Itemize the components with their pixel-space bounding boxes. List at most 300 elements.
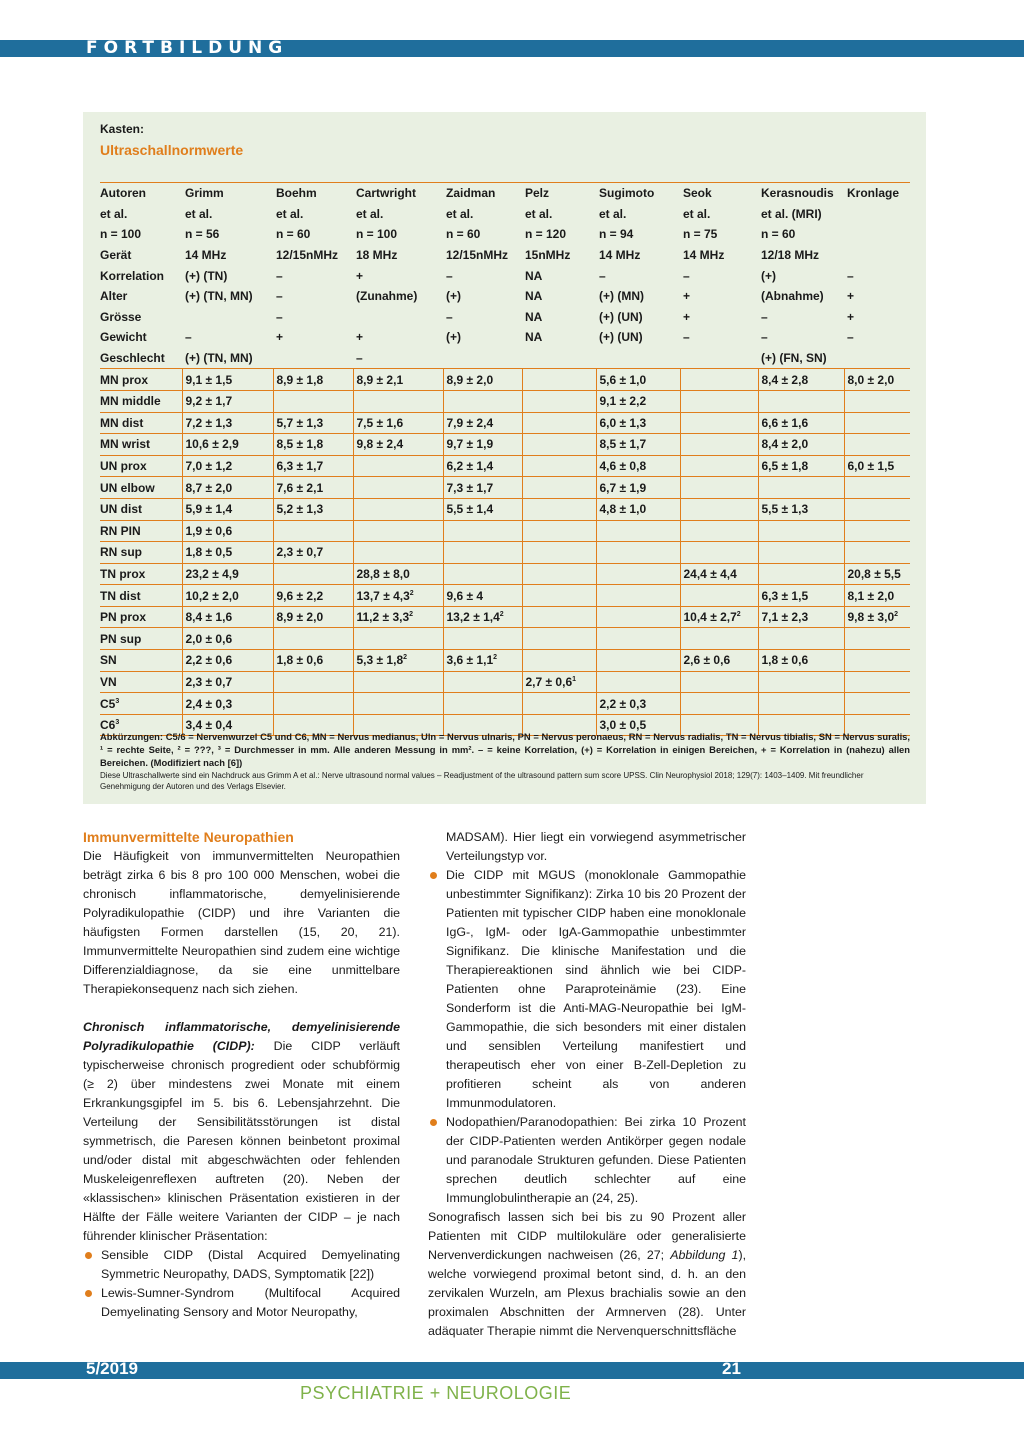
paragraph: MADSAM). Hier liegt ein vorwiegend asymmetrischer Verteilungstyp vor.	[446, 830, 746, 863]
table-row	[100, 348, 910, 369]
table-cell	[596, 628, 680, 650]
table-cell	[443, 563, 522, 585]
table-cell: 20,8 ± 5,5	[844, 563, 910, 585]
table-cell: –	[356, 351, 363, 366]
table-cell	[522, 650, 596, 672]
list-item-text: Sensible CIDP (Distal Acquired Demyelinating Symmetric Neuropathy, DADS, Symptomatik [22])	[101, 1248, 400, 1281]
table-cell: 8,5 ± 1,7	[596, 434, 680, 456]
paragraph-lead: Chronisch inflammatorische, demyelinisierende Polyradikulopathie (CIDP):	[83, 1020, 400, 1053]
page-number: 21	[722, 1359, 741, 1378]
table-cell: $11,2 \pm 3,3^2$	[353, 606, 443, 628]
table-cell: (+) (MN)	[599, 289, 644, 304]
row-label: VN	[100, 671, 182, 693]
table-cell: 6,7 ± 1,9	[596, 477, 680, 499]
table-row	[100, 606, 910, 628]
table-cell: –	[847, 268, 854, 283]
table-cell: +	[847, 309, 855, 324]
table-cell	[522, 434, 596, 456]
table-cell: 8,9 ± 1,8	[273, 369, 353, 391]
table-cell	[273, 693, 353, 715]
table-row	[100, 390, 910, 412]
row-label: UN elbow	[100, 477, 182, 499]
table-cell: (+)	[446, 289, 461, 304]
row-label: RN PIN	[100, 520, 182, 542]
table-cell: et al.	[185, 206, 213, 221]
table-cell: et al.	[683, 206, 711, 221]
figure-reference: Abbildung 1	[670, 1248, 739, 1262]
table-cell	[353, 498, 443, 520]
table-cell: n = 100	[356, 227, 398, 242]
table-cell	[596, 563, 680, 585]
table-cell: 2,3 ± 0,7	[273, 542, 353, 564]
table-cell: 24,4 ± 4,4	[680, 563, 758, 585]
table-row	[100, 183, 910, 204]
issue-number: 5/2019	[86, 1359, 138, 1378]
table-cell: +	[683, 289, 691, 304]
table-row	[100, 542, 910, 564]
table-cell: Cartwright	[353, 183, 443, 204]
table-cell: 8,4 ± 2,8	[758, 369, 844, 391]
table-cell: (+)	[761, 268, 776, 283]
table-cell: NA	[525, 330, 543, 345]
table-cell: 8,1 ± 2,0	[844, 585, 910, 607]
table-cell	[443, 348, 522, 369]
table-cell: 5,7 ± 1,3	[273, 412, 353, 434]
table-cell	[182, 307, 273, 328]
table-cell	[522, 369, 596, 391]
table-cell	[844, 693, 910, 715]
table-row	[100, 327, 910, 348]
table-cell	[522, 693, 596, 715]
row-label: MN middle	[100, 390, 182, 412]
header-bar	[0, 40, 1024, 57]
row-label: TN dist	[100, 585, 182, 607]
normal-values-table	[100, 182, 910, 736]
table-cell	[844, 412, 910, 434]
table-row	[100, 563, 910, 585]
table-cell: 8,9 ± 2,0	[273, 606, 353, 628]
table-cell	[844, 204, 910, 225]
row-label: MN dist	[100, 412, 182, 434]
table-cell: +	[356, 268, 364, 283]
table-cell: 8,9 ± 2,0	[443, 369, 522, 391]
table-row	[100, 628, 910, 650]
table-cell	[353, 693, 443, 715]
table-cell: –	[446, 309, 453, 324]
table-cell	[443, 671, 522, 693]
table-cell	[596, 585, 680, 607]
table-cell: 2,0 ± 0,6	[182, 628, 273, 650]
table-cell	[680, 390, 758, 412]
table-row	[100, 412, 910, 434]
table-cell: (Abnahme)	[761, 289, 824, 304]
table-cell: 6,5 ± 1,8	[758, 455, 844, 477]
table-cell	[844, 628, 910, 650]
table-cell	[680, 477, 758, 499]
list-item	[83, 1284, 400, 1322]
table-cell: +	[683, 309, 691, 324]
table-cell: (+) (UN)	[599, 309, 643, 324]
table-cell: –	[446, 268, 453, 283]
table-cell: –	[683, 268, 690, 283]
table-cell	[844, 477, 910, 499]
table-cell	[596, 671, 680, 693]
table-cell: 4,6 ± 0,8	[596, 455, 680, 477]
table-cell: (+) (TN)	[185, 268, 228, 283]
table-cell: 6,2 ± 1,4	[443, 455, 522, 477]
table-cell: +	[356, 330, 364, 345]
table-cell: 8,0 ± 2,0	[844, 369, 910, 391]
table-cell: et al.	[525, 206, 553, 221]
table-row	[100, 520, 910, 542]
table-row	[100, 650, 910, 672]
table-cell	[443, 628, 522, 650]
paragraph: Die Häufigkeit von immunvermittelten Neuropathien beträgt zirka 6 bis 8 pro 100 000 Menschen, wobei die chronisch inflammatorische, demyelinisierende Polyradikulopathie (CIDP) und ihre Varianten die häufigsten Formen darstellen (15, 20, 21). Immunvermittelte Neuropathien sind zudem eine wichtige Differenzialdiagnose, da sie eine unmittelbare Therapiekonsequenz nach sich ziehen.	[83, 849, 400, 996]
table-cell	[680, 628, 758, 650]
table-cell	[596, 606, 680, 628]
table-cell	[353, 628, 443, 650]
box-title: Ultraschallnormwerte	[100, 142, 244, 158]
table-cell	[273, 520, 353, 542]
table-cell: Kronlage	[844, 183, 910, 204]
table-cell	[353, 390, 443, 412]
table-row	[100, 455, 910, 477]
table-cell	[758, 477, 844, 499]
table-cell	[844, 671, 910, 693]
table-cell	[758, 671, 844, 693]
table-cell: 14 MHz	[683, 248, 725, 263]
table-cell: Seok	[680, 183, 758, 204]
row-label: UN dist	[100, 498, 182, 520]
table-row	[100, 265, 910, 286]
table-cell	[680, 434, 758, 456]
row-label: PN prox	[100, 606, 182, 628]
table-cell	[844, 224, 910, 245]
paragraph	[83, 1018, 400, 1246]
table-cell	[680, 585, 758, 607]
table-cell	[522, 563, 596, 585]
table-cell: $2,7 \pm 0,6^1$	[522, 671, 596, 693]
table-cell: –	[276, 289, 283, 304]
table-row	[100, 693, 910, 715]
table-cell: 18 MHz	[356, 248, 398, 263]
table-cell	[273, 390, 353, 412]
table-cell	[522, 390, 596, 412]
table-cell	[522, 542, 596, 564]
table-cell: 8,9 ± 2,1	[353, 369, 443, 391]
table-cell	[353, 520, 443, 542]
table-cell: 9,1 ± 1,5	[182, 369, 273, 391]
table-cell: 2,2 ± 0,3	[596, 693, 680, 715]
table-row	[100, 307, 910, 328]
list-item	[428, 866, 746, 1113]
list-item-text: Lewis-Sumner-Syndrom (Multifocal Acquired Demyelinating Sensory and Motor Neuropathy,	[101, 1286, 400, 1319]
row-label: $C6^3$	[100, 714, 182, 736]
table-cell: 5,5 ± 1,4	[443, 498, 522, 520]
table-cell: n = 56	[185, 227, 220, 242]
table-row	[100, 477, 910, 499]
table-cell	[353, 671, 443, 693]
table-cell: n = 94	[599, 227, 634, 242]
table-cell: n = 60	[446, 227, 481, 242]
table-cell: n = 75	[683, 227, 718, 242]
row-label: Gewicht	[100, 330, 147, 345]
table-cell: (Zunahme)	[356, 289, 418, 304]
paragraph-text: Sonografisch lassen sich bei bis zu 90 Prozent aller Patienten mit CIDP multilokuläre oder generalisierte Nervenverdickungen nachweisen (26, 27;	[428, 1210, 746, 1262]
table-cell	[680, 369, 758, 391]
section-heading: Immunvermittelte Neuropathien	[83, 829, 294, 845]
row-label: MN wrist	[100, 434, 182, 456]
table-cell	[596, 348, 680, 369]
table-cell	[680, 542, 758, 564]
row-label: et al.	[100, 206, 128, 221]
table-cell	[844, 434, 910, 456]
table-cell	[844, 650, 910, 672]
table-cell: NA	[525, 268, 543, 283]
table-cell: Sugimoto	[596, 183, 680, 204]
bullet-icon	[85, 1290, 92, 1297]
row-label: PN sup	[100, 628, 182, 650]
table-cell: 9,1 ± 2,2	[596, 390, 680, 412]
journal-name: PSYCHIATRIE + NEUROLOGIE	[300, 1383, 572, 1403]
table-row	[100, 585, 910, 607]
table-cell: 7,9 ± 2,4	[443, 412, 522, 434]
table-cell: 14 MHz	[599, 248, 641, 263]
table-cell: NA	[525, 289, 543, 304]
table-cell: 9,6 ± 4	[443, 585, 522, 607]
table-cell: 12/18 MHz	[761, 248, 820, 263]
table-cell: 7,5 ± 1,6	[353, 412, 443, 434]
table-cell: 9,2 ± 1,7	[182, 390, 273, 412]
table-cell: 1,8 ± 0,6	[758, 650, 844, 672]
table-cell	[844, 542, 910, 564]
table-cell	[522, 520, 596, 542]
table-cell: Grimm	[182, 183, 273, 204]
table-cell	[844, 520, 910, 542]
table-cell: 4,8 ± 1,0	[596, 498, 680, 520]
table-cell	[758, 693, 844, 715]
table-cell: +	[276, 330, 284, 345]
table-cell	[443, 542, 522, 564]
table-cell: 7,6 ± 2,1	[273, 477, 353, 499]
table-cell: 5,9 ± 1,4	[182, 498, 273, 520]
table-cell	[844, 348, 910, 369]
table-cell: 12/15nMHz	[446, 248, 509, 263]
table-cell: 7,1 ± 2,3	[758, 606, 844, 628]
table-cell	[443, 693, 522, 715]
table-cell	[522, 628, 596, 650]
table-cell: $10,4 \pm 2,7^2$	[680, 606, 758, 628]
list-item-text: Nodopathien/Paranodopathien: Bei zirka 10 Prozent der CIDP-Patienten werden Antikörper gegen nodale und paranodale Strukturen gefunden. Diese Patienten sprechen deutlich schlechter auf eine Immunglobulintherapie an (24, 25).	[446, 1115, 746, 1205]
table-cell	[522, 606, 596, 628]
table-cell	[353, 542, 443, 564]
table-cell: 10,2 ± 2,0	[182, 585, 273, 607]
table-cell	[596, 650, 680, 672]
table-cell: 9,6 ± 2,2	[273, 585, 353, 607]
table-cell: (+) (FN, SN)	[761, 351, 827, 366]
table-cell: et al.	[356, 206, 384, 221]
table-cell	[844, 245, 910, 266]
bullet-icon	[430, 872, 437, 879]
table-cell	[758, 563, 844, 585]
row-label: Gerät	[100, 248, 132, 263]
table-cell	[680, 693, 758, 715]
table-cell: +	[847, 289, 855, 304]
table-cell: NA	[525, 309, 543, 324]
table-row	[100, 434, 910, 456]
right-column	[428, 828, 746, 1341]
table-cell	[353, 455, 443, 477]
table-cell: –	[599, 268, 606, 283]
table-row	[100, 224, 910, 245]
table-cell	[443, 390, 522, 412]
table-cell	[680, 412, 758, 434]
table-cell	[680, 455, 758, 477]
table-cell	[596, 542, 680, 564]
table-cell: 10,6 ± 2,9	[182, 434, 273, 456]
footer-bar	[0, 1359, 1024, 1379]
row-label: $C5^3$	[100, 693, 182, 715]
table-cell	[273, 671, 353, 693]
table-cell: et al.	[276, 206, 304, 221]
table-cell: 7,0 ± 1,2	[182, 455, 273, 477]
table-cell	[680, 671, 758, 693]
table-cell: Pelz	[522, 183, 596, 204]
table-cell: –	[276, 309, 283, 324]
table-cell: $13,7 \pm 4,3^2$	[353, 585, 443, 607]
table-cell: 2,3 ± 0,7	[182, 671, 273, 693]
table-cell	[443, 520, 522, 542]
table-cell: 8,7 ± 2,0	[182, 477, 273, 499]
table-cell: 6,3 ± 1,5	[758, 585, 844, 607]
table-row	[100, 498, 910, 520]
table-cell	[353, 307, 443, 328]
table-cell: 8,4 ± 1,6	[182, 606, 273, 628]
table-cell: 6,3 ± 1,7	[273, 455, 353, 477]
table-cell: Zaidman	[443, 183, 522, 204]
section-title: FORTBILDUNG	[86, 38, 289, 58]
table-cell: 8,5 ± 1,8	[273, 434, 353, 456]
abbreviations-note: Abkürzungen: C5/6 = Nervenwurzel C5 und C6, MN = Nervus medianus, Uln = Nervus ulnaris, PN = Nervus peronaeus, RN = Nervus radialis, TN = Nervus tibialis, SN = Nervus suralis, ¹ = rechte Seite, ² = ???, ³ = Durchmesser in mm. Alle anderen Messung in mm². – = keine Korrelation, (+) = Korrelation in einigen Bereichen, + = Korrelation in (nahezu) allen Bereichen. (Modifiziert nach [6])	[100, 731, 910, 768]
paragraph-text: Die CIDP verläuft typischerweise chronisch progredient oder schubförmig (≥ 2) über mindestens zwei Monate mit einem Erkrankungsgipfel im 5. bis 6. Lebensjahrzehnt. Die Verteilung der Sensibilitätsstörungen ist distal symmetrisch, die Paresen können beinbetont proximal und/oder distal mit abgeschwächten oder fehlenden Muskeleigenreflexen auftreten (20). Neben der «klassischen» klinischen Präsentation existieren in der Hälfte der Fälle weitere Varianten der CIDP – je nach führender klinischer Präsentation:	[83, 1039, 401, 1243]
table-cell: Kerasnoudis	[758, 183, 844, 204]
table-cell	[522, 412, 596, 434]
table-cell: 14 MHz	[185, 248, 227, 263]
table-cell: 2,2 ± 0,6	[182, 650, 273, 672]
table-cell	[596, 520, 680, 542]
table-cell	[758, 390, 844, 412]
table-cell: 15nMHz	[525, 248, 571, 263]
table-cell: (+)	[446, 330, 461, 345]
table-cell: 6,0 ± 1,5	[844, 455, 910, 477]
table-cell: 5,6 ± 1,0	[596, 369, 680, 391]
table-cell: 12/15nMHz	[276, 248, 339, 263]
table-cell: $5,3 \pm 1,8^2$	[353, 650, 443, 672]
paragraph-text: ), welche vorwiegend proximal betont sind, d. h. an den zervikalen Wurzeln, am Plexus brachialis sowie an den proximalen Abschnitten der Armnerven (28). Unter adäquater Therapie nimmt die Nervenquerschnittsfläche	[428, 1248, 747, 1338]
table-row	[100, 286, 910, 307]
table-cell: –	[761, 330, 768, 345]
table-cell: 7,3 ± 1,7	[443, 477, 522, 499]
table-cell: et al.	[599, 206, 627, 221]
table-cell: 3,0 ± 0,5	[596, 714, 680, 736]
table-cell: $13,2 \pm 1,4^2$	[443, 606, 522, 628]
table-cell: 2,6 ± 0,6	[680, 650, 758, 672]
row-label: TN prox	[100, 563, 182, 585]
table-cell: 6,0 ± 1,3	[596, 412, 680, 434]
table-cell	[522, 585, 596, 607]
table-row	[100, 245, 910, 266]
row-label: Korrelation	[100, 268, 165, 283]
table-row	[100, 369, 910, 391]
row-label: Autoren	[100, 183, 182, 204]
table-cell	[680, 348, 758, 369]
table-cell	[680, 498, 758, 520]
paragraph	[428, 1208, 746, 1341]
table-cell: 28,8 ± 8,0	[353, 563, 443, 585]
table-cell	[522, 455, 596, 477]
table-cell: –	[276, 268, 283, 283]
table-cell: 8,4 ± 2,0	[758, 434, 844, 456]
table-cell: –	[847, 330, 854, 345]
list-item-text: Die CIDP mit MGUS (monoklonale Gammopathie unbestimmter Signifikanz): Zirka 10 bis 20 Prozent der Patienten mit typischer CIDP haben eine monoklonale IgG-, IgM- oder IgA-Gammopathie unbestimmter Signifikanz. Die klinische Manifestation und die Therapiereaktionen sind ähnlich wie bei CIDP-Patienten ohne Paraproteinämie (23). Eine Sonderform ist die Anti-MAG-Neuropathie bei IgM-Gammopathie, die sich besonders mit einer distalen und sensiblen Verteilung manifestiert und therapeutisch eher von einer B-Zell-Depletion zu profitieren scheint als von anderen Immunmodulatoren.	[446, 868, 746, 1110]
table-cell	[273, 348, 353, 369]
row-label: n = 100	[100, 227, 142, 242]
table-row	[100, 204, 910, 225]
table-cell	[844, 498, 910, 520]
left-column	[83, 828, 400, 1322]
table-cell: 9,7 ± 1,9	[443, 434, 522, 456]
table-cell: n = 120	[525, 227, 567, 242]
table-cell: –	[761, 309, 768, 324]
table-cell	[522, 498, 596, 520]
table-cell	[844, 390, 910, 412]
row-label: MN prox	[100, 369, 182, 391]
table-cell: –	[683, 330, 690, 345]
table-row	[100, 671, 910, 693]
row-label: UN prox	[100, 455, 182, 477]
table-cell: –	[185, 330, 192, 345]
table-cell	[758, 628, 844, 650]
row-label: Alter	[100, 289, 128, 304]
source-note: Diese Ultraschallwerte sind ein Nachdruck aus Grimm A et al.: Nerve ultrasound normal values – Readjustment of the ultrasound pattern sum score UPSS. Clin Neurophysiol 2018; 129(7): 1403–1409. Mit freundlicher Genehmigung der Autoren und des Verlags Elsevier.	[100, 771, 864, 791]
table-cell: $3,6 \pm 1,1^2$	[443, 650, 522, 672]
table-cell: 9,8 ± 2,4	[353, 434, 443, 456]
row-label: RN sup	[100, 542, 182, 564]
table-cell: (+) (TN, MN)	[185, 289, 253, 304]
table-cell	[680, 520, 758, 542]
row-label: Geschlecht	[100, 351, 165, 366]
table-cell: (+) (TN, MN)	[185, 351, 253, 366]
table-cell: et al. (MRI)	[761, 206, 822, 221]
list-item	[83, 1246, 400, 1284]
table-cell: 23,2 ± 4,9	[182, 563, 273, 585]
table-cell	[758, 520, 844, 542]
table-cell: n = 60	[761, 227, 796, 242]
table-cell	[522, 348, 596, 369]
table-cell: Boehm	[273, 183, 353, 204]
table-cell	[353, 477, 443, 499]
table-cell: 5,5 ± 1,3	[758, 498, 844, 520]
table-cell	[273, 563, 353, 585]
row-label: SN	[100, 650, 182, 672]
table-cell: 6,6 ± 1,6	[758, 412, 844, 434]
bullet-icon	[430, 1119, 437, 1126]
list-item	[428, 1113, 746, 1208]
table-cell: 1,8 ± 0,6	[273, 650, 353, 672]
table-cell	[758, 542, 844, 564]
table-cell: 3,4 ± 0,4	[182, 714, 273, 736]
table-cell: 2,4 ± 0,3	[182, 693, 273, 715]
